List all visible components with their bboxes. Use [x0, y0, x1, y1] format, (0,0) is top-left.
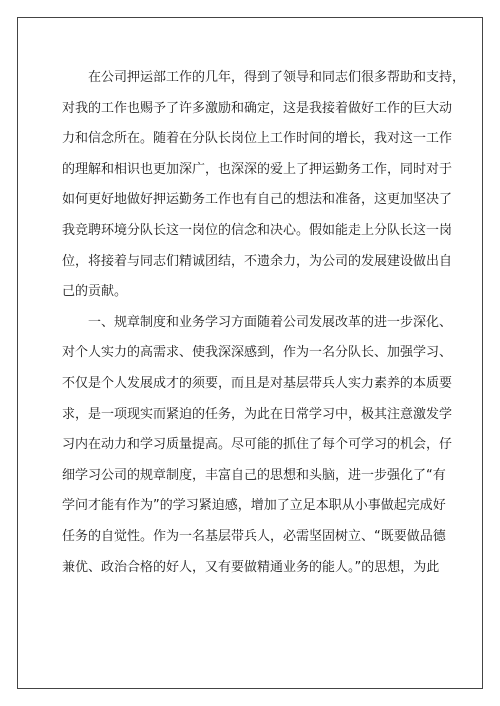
- paragraph-line: 的理解和相识也更加深广，也深深的爱上了押运勤务工作，同时对于: [62, 161, 453, 177]
- paragraph-line: 学问才能有作为”的学习紧迫感，增加了立足本职从小事做起完成好: [62, 498, 446, 514]
- paragraph-line: 任务的自觉性。作为一名基层带兵人，必需坚固树立、“既要做品德: [62, 528, 446, 544]
- paragraph-line: 力和信念所在。随着在分队长岗位上工作时间的增长，我对这一工作: [62, 131, 453, 147]
- paragraph-line: 我竞聘环境分队长这一岗位的信念和决心。假如能走上分队长这一岗: [62, 222, 453, 238]
- paragraph-line: 求，是一项现实而紧迫的任务，为此在日常学习中，极其注意激发学: [62, 406, 453, 422]
- paragraph-line: 在公司押运部工作的几年，得到了领导和同志们很多帮助和支持，: [88, 70, 466, 85]
- paragraph-line: 习内在动力和学习质量提高。尽可能的抓住了每个可学习的机会，仔: [62, 437, 453, 453]
- paragraph-line: 不仅是个人发展成才的须要，而且是对基层带兵人实力素养的本质要: [62, 375, 453, 391]
- paragraph-line: 如何更好地做好押运勤务工作也有自己的想法和准备，这更加坚决了: [62, 192, 453, 208]
- paragraph-line: 一、规章制度和业务学习方面随着公司发展改革的进一步深化、: [88, 314, 453, 330]
- paragraph-2: [62, 308, 453, 583]
- paragraph-line: 己的贡献。: [62, 284, 128, 300]
- paragraph-line: 细学习公司的规章制度，丰富自己的思想和头脑，进一步强化了“有: [62, 467, 446, 483]
- document-body: [62, 63, 466, 583]
- paragraph-line: 对我的工作也赐予了许多激励和确定，这是我接着做好工作的巨大动: [62, 100, 453, 116]
- paragraph-line: 位，将接着与同志们精诚团结，不遗余力，为公司的发展建设做出自: [62, 253, 453, 269]
- paragraph-line: 对个人实力的高需求、使我深深感到，作为一名分队长、加强学习、: [62, 345, 453, 361]
- paragraph-line: 兼优、政治合格的好人，又有要做精通业务的能人。”的思想，为此: [62, 559, 440, 575]
- paragraph-1: [62, 63, 466, 308]
